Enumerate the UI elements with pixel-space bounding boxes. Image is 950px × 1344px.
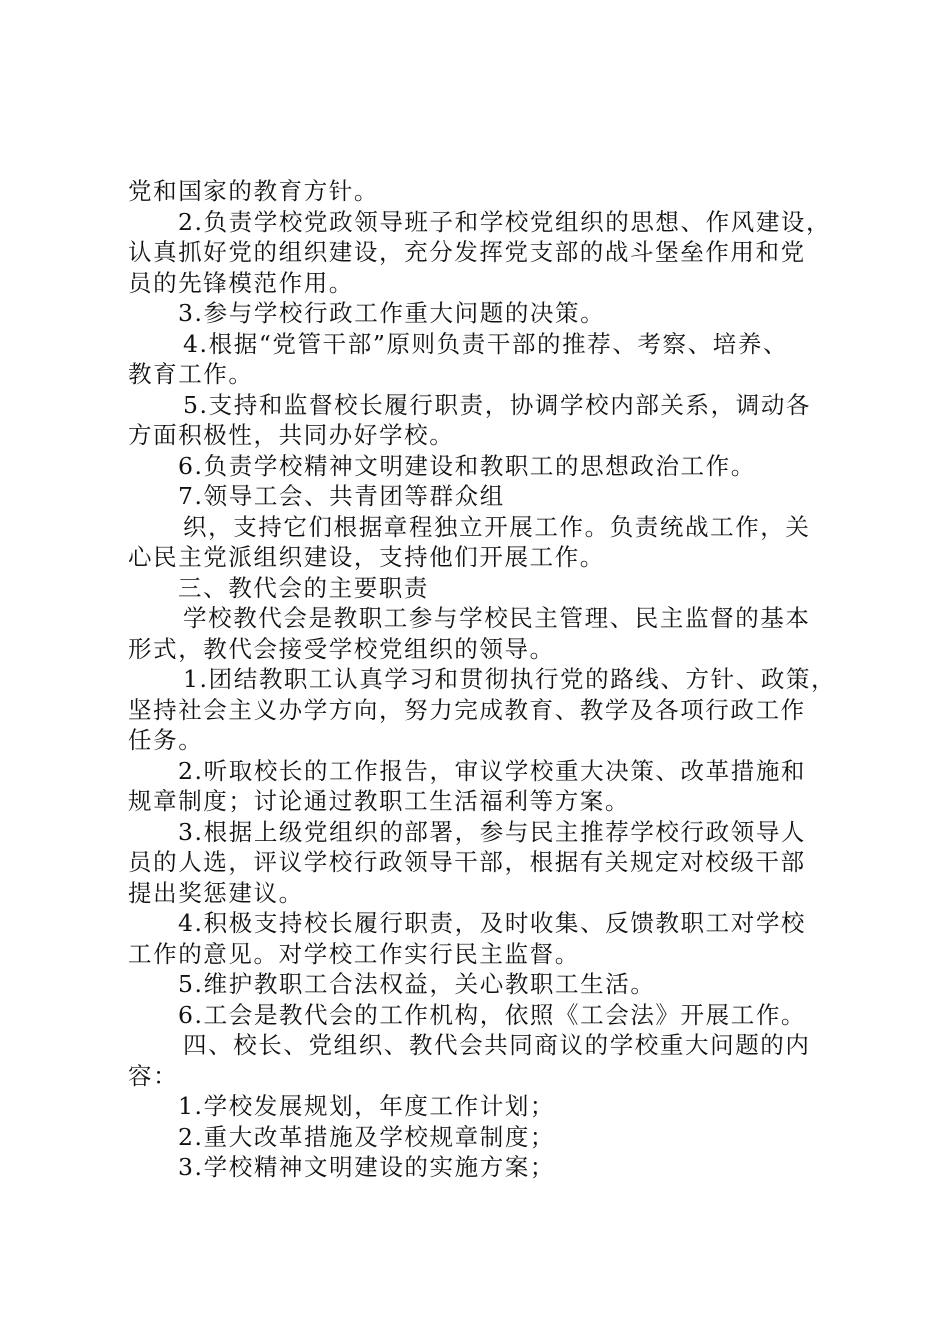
text-line: 2.负责学校党政领导班子和学校党组织的思想、作风建设， <box>178 207 832 236</box>
text-line: 4.根据“党管干部”原则负责干部的推荐、考察、培养、 <box>183 329 789 358</box>
text-line: 3.根据上级党组织的部署，参与民主推荐学校行政领导人 <box>178 817 807 846</box>
text-line: 认真抓好党的组织建设，充分发挥党支部的战斗堡垒作用和党 <box>128 238 806 266</box>
text-line: 员的先锋模范作用。 <box>128 268 354 297</box>
text-line: 任务。 <box>128 726 204 754</box>
text-line: 容： <box>128 1061 179 1090</box>
text-line: 工作的意见。对学校工作实行民主监督。 <box>128 939 580 968</box>
text-line: 学校教代会是教职工参与学校民主管理、民主监督的基本 <box>183 604 811 632</box>
list-item: 3.学校精神文明建设的实施方案； <box>178 1153 556 1181</box>
list-item: 1.学校发展规划，年度工作计划； <box>178 1092 556 1120</box>
section-heading: 四、校长、党组织、教代会共同商议的学校重大问题的内 <box>183 1031 811 1059</box>
text-line: 6.工会是教代会的工作机构，依照《工会法》开展工作。 <box>178 1000 807 1029</box>
section-heading: 三、教代会的主要职责 <box>178 573 429 602</box>
text-line: 员的人选，评议学校行政领导干部，根据有关规定对校级干部 <box>128 848 806 876</box>
text-line: 形式，教代会接受学校党组织的领导。 <box>128 634 555 663</box>
text-line: 坚持社会主义办学方向，努力完成教育、教学及各项行政工作 <box>128 695 806 724</box>
text-line: 5.支持和监督校长履行职责，协调学校内部关系，调动各 <box>183 390 812 419</box>
text-line: 党和国家的教育方针。 <box>128 177 379 205</box>
text-line: 心民主党派组织建设，支持他们开展工作。 <box>128 543 605 571</box>
text-line: 3.参与学校行政工作重大问题的决策。 <box>178 299 606 327</box>
list-item: 2.重大改革措施及学校规章制度； <box>178 1122 556 1151</box>
text-line: 规章制度；讨论通过教职工生活福利等方案。 <box>128 787 630 815</box>
text-line: 4.积极支持校长履行职责，及时收集、反馈教职工对学校 <box>178 909 807 937</box>
text-line: 7.领导工会、共青团等群众组 <box>178 482 505 510</box>
text-line: 2.听取校长的工作报告，审议学校重大决策、改革措施和 <box>178 756 807 785</box>
document-body <box>128 176 848 1183</box>
text-line: 方面积极性，共同办好学校。 <box>128 421 455 449</box>
text-line: 织，支持它们根据章程独立开展工作。负责统战工作，关 <box>183 512 811 541</box>
text-line: 教育工作。 <box>128 360 254 388</box>
text-line: 提出奖惩建议。 <box>128 878 304 907</box>
text-line: 1.团结教职工认真学习和贯彻执行党的路线、方针、政策， <box>183 665 837 693</box>
text-line: 6.负责学校精神文明建设和教职工的思想政治工作。 <box>178 451 756 480</box>
text-line: 5.维护教职工合法权益，关心教职工生活。 <box>178 970 656 998</box>
